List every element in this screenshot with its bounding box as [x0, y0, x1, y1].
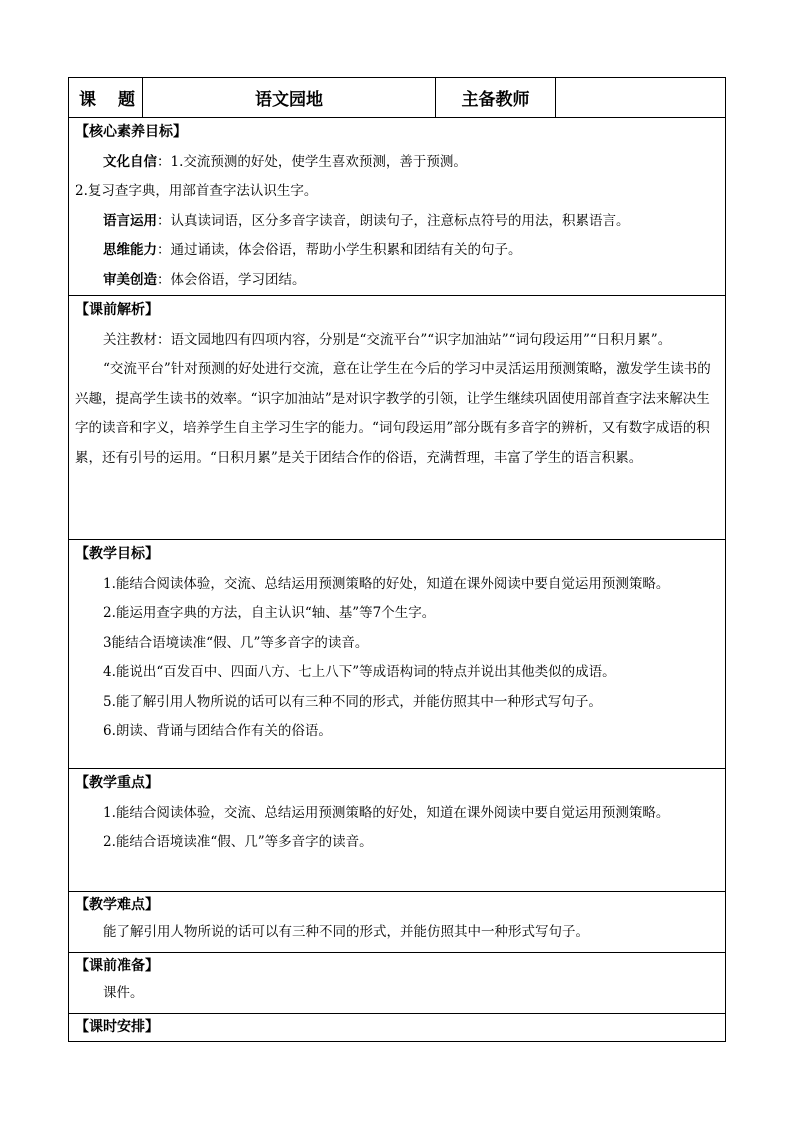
culture-text: ：1.交流预测的好处，使学生喜欢预测，善于预测。: [157, 153, 467, 170]
analysis-section-row: [69, 296, 726, 540]
analysis-section: [69, 296, 726, 540]
culture-label: 文化自信: [103, 153, 157, 170]
preparation-section-row: [69, 953, 726, 1014]
objectives-heading: 【教学目标】: [75, 546, 159, 562]
objective-item: 3能结合语境读准“假、几”等多音字的读音。: [103, 634, 369, 651]
topic-label: 课 题: [69, 78, 143, 118]
analysis-heading: 【课前解析】: [75, 302, 159, 318]
objective-item: 2.能运用查字典的方法，自主认识“轴、基”等7个生字。: [103, 605, 436, 621]
culture-line: [75, 148, 719, 178]
analysis-paragraph-2: “交流平台”针对预测的好处进行交流，意在让学生在今后的学习中灵活运用预测策略，激发学生读书的兴趣，提高学生读书的效率。“识字加油站”是对识字教学的引领，让学生继续巩固使用部首查字法来解决生字的读音和字义，培养学生自主学习生字的能力。“词句段运用”部分既有多音字的辨析，又有数字成语的积累，还有引号的运用。“日积月累”是关于团结合作的俗语，充满哲理，丰富了学生的语言积累。: [75, 361, 711, 466]
thinking-label: 思维能力: [103, 242, 157, 258]
schedule-section-row: [69, 1014, 726, 1042]
core-section: [69, 118, 726, 296]
language-line: [75, 207, 719, 237]
difficulties-section-row: [69, 892, 726, 953]
culture-line-2: 2.复习查字典，用部首查字法认识生字。: [75, 183, 318, 199]
language-label: 语言运用: [103, 212, 157, 229]
lesson-plan-table: [68, 77, 726, 1042]
analysis-paragraph-1: 关注教材：语文园地四有四项内容，分别是“交流平台”“识字加油站”“词句段运用”“日积月累”。: [103, 331, 672, 348]
aesthetic-text: ：体会俗语，学习团结。: [157, 271, 306, 288]
preparation-text: 课件。: [103, 985, 144, 1001]
objectives-section: [69, 540, 726, 769]
aesthetic-label: 审美创造: [103, 271, 157, 288]
difficulties-heading: 【教学难点】: [75, 897, 159, 913]
core-heading: 【核心素养目标】: [75, 124, 187, 140]
schedule-heading: 【课时安排】: [75, 1019, 159, 1035]
key-point-item: 1.能结合阅读体验，交流、总结运用预测策略的好处，知道在课外阅读中要自觉运用预测策略。: [103, 804, 670, 821]
header-row: [69, 78, 726, 118]
key-point-item: 2.能结合语境读准“假、几”等多音字的读音。: [103, 834, 373, 850]
preparation-heading: 【课前准备】: [75, 958, 159, 974]
topic-value: 语文园地: [143, 78, 436, 118]
thinking-text: ：通过诵读，体会俗语，帮助小学生积累和团结有关的句子。: [157, 242, 522, 258]
key-points-heading: 【教学重点】: [75, 775, 159, 791]
objective-item: 4.能说出“百发百中、四面八方、七上八下”等成语构词的特点并说出其他类似的成语。: [103, 664, 616, 680]
teacher-value: [556, 78, 726, 118]
thinking-line: [75, 236, 719, 266]
key-points-section-row: [69, 769, 726, 892]
aesthetic-line: [75, 266, 719, 296]
objective-item: 6.朗读、背诵与团结合作有关的俗语。: [103, 723, 332, 739]
difficulties-section: [69, 892, 726, 953]
key-points-section: [69, 769, 726, 892]
difficulties-text: 能了解引用人物所说的话可以有三种不同的形式，并能仿照其中一种形式写句子。: [103, 924, 589, 940]
objectives-section-row: [69, 540, 726, 769]
objective-item: 5.能了解引用人物所说的话可以有三种不同的形式，并能仿照其中一种形式写句子。: [103, 693, 602, 710]
preparation-section: [69, 953, 726, 1014]
core-section-row: [69, 118, 726, 296]
lesson-plan-page: [68, 77, 725, 1042]
teacher-label: 主备教师: [436, 78, 556, 118]
language-text: ：认真读词语，区分多音字读音，朗读句子，注意标点符号的用法，积累语言。: [157, 212, 630, 229]
objective-item: 1.能结合阅读体验，交流、总结运用预测策略的好处，知道在课外阅读中要自觉运用预测策略。: [103, 575, 670, 592]
schedule-section: [69, 1014, 726, 1042]
